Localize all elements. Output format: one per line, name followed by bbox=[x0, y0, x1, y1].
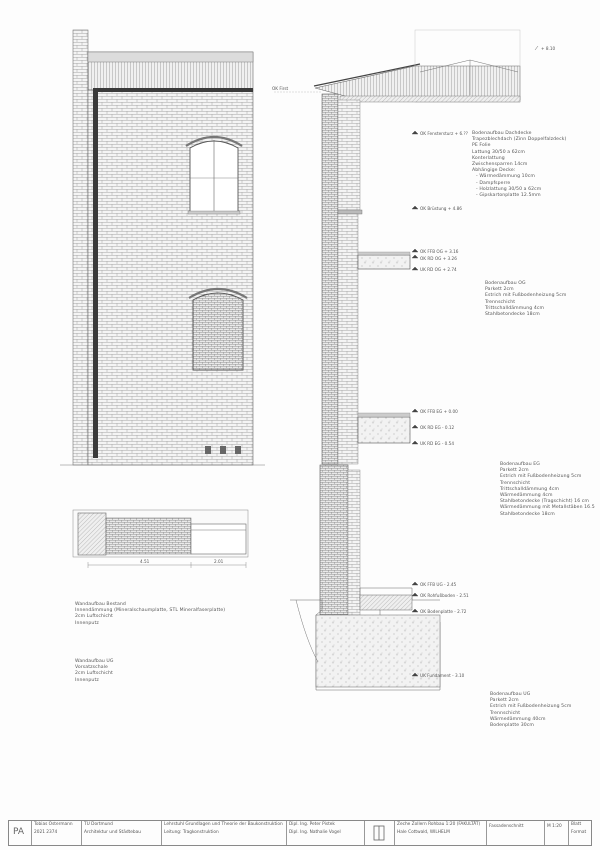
drawing-type: Fassadenschnitt bbox=[489, 824, 524, 829]
drawing-scale: M 1:20 bbox=[547, 824, 562, 829]
facade-elevation bbox=[60, 30, 265, 465]
annotation-eg-title: Bodenaufbau EG bbox=[500, 462, 540, 467]
annotation-wand-neu-title: Wandaufbau UG bbox=[75, 659, 114, 664]
annotation-line: Estrich mit Fußbodenheizung 5cm bbox=[490, 704, 572, 710]
title-block-scale bbox=[544, 821, 569, 845]
annotation-line: Stahlbetondecke 18cm bbox=[500, 511, 555, 517]
title-block-project bbox=[394, 821, 487, 845]
annotation-line: Estrich mit Fußbodenheizung 5cm bbox=[485, 293, 567, 299]
annotation-og-title: Bodenaufbau OG bbox=[485, 281, 526, 286]
annotation-og bbox=[485, 281, 566, 318]
author-name: Tobias Ostermann bbox=[34, 822, 73, 827]
chair-name: Lehrstuhl Grundlagen und Theorie der Baukonstruktion bbox=[164, 822, 283, 827]
annotation-line: Wärmedämmung mit Metallstäben 16.5 bbox=[500, 505, 595, 511]
annotation-line: Parkett 2cm bbox=[500, 468, 529, 474]
dimension-2: 2.01 bbox=[214, 559, 224, 564]
level-ffb-eg: OK FFB EG + 0.00 bbox=[420, 409, 458, 414]
level-first: + 8.10 bbox=[541, 46, 556, 51]
annotation-line: Trittschalldämmung 4cm bbox=[500, 486, 560, 492]
annotation-line: Trennschicht bbox=[490, 710, 521, 716]
project-location: Hale Cottwald, WILHELM bbox=[397, 830, 450, 835]
annotation-line: 2cm Luftschicht bbox=[75, 614, 113, 620]
chair-lead: Leitung: Tragkonstruktion bbox=[164, 830, 219, 835]
annotation-line: Parkett 2cm bbox=[490, 698, 519, 704]
supervisor-1: Dipl. Ing. Peter Pistek bbox=[289, 822, 335, 827]
level-ffb-og: OK FFB OG + 3.16 bbox=[420, 249, 459, 254]
title-block-sheet bbox=[568, 821, 591, 845]
annotation-line: Trapezblechdach (Zinn Doppelfalzdeck) bbox=[472, 137, 567, 143]
title-block-author bbox=[31, 821, 82, 845]
title-block-supervisors bbox=[286, 821, 365, 845]
level-fundament: UK Fundament - 3.10 bbox=[420, 673, 465, 678]
faculty-name: Architektur und Städtebau bbox=[84, 830, 141, 835]
annotation-ug bbox=[490, 692, 571, 729]
annotation-wand-bestand bbox=[75, 602, 225, 627]
annotation-eg bbox=[500, 462, 595, 518]
project-name: Zeche Zollern Rohbau 1:20 (FAKULTÄT) bbox=[397, 822, 481, 827]
annotation-line: Innenputz bbox=[75, 677, 99, 683]
facade-section bbox=[290, 30, 538, 690]
university-name: TU Dortmund bbox=[84, 822, 113, 827]
project-code-text: PA bbox=[13, 827, 25, 837]
level-uk-rd-eg: UK RD EG - 0.54 bbox=[420, 441, 454, 446]
annotation-line: Estrich mit Fußbodenheizung 5cm bbox=[500, 474, 582, 480]
annotation-line: Trennschicht bbox=[485, 299, 516, 305]
level-first-label: OK First bbox=[272, 86, 289, 91]
annotation-line: PE Folie bbox=[472, 143, 491, 149]
title-block-project-code bbox=[9, 821, 32, 845]
sheet-label: Blatt bbox=[571, 822, 582, 827]
format-label: Format bbox=[571, 830, 587, 835]
annotation-dach bbox=[472, 131, 566, 199]
annotation-ug-title: Bodenaufbau UG bbox=[490, 692, 531, 697]
title-block bbox=[8, 820, 592, 846]
level-rohboden: OK Rohfußboden - 2.51 bbox=[420, 593, 469, 598]
level-bodenplatte: OK Bodenplatte - 2.72 bbox=[420, 609, 467, 614]
supervisor-2: Dipl. Ing. Nathalie Vogel bbox=[289, 830, 341, 835]
annotation-line: Vorsatzschale bbox=[75, 665, 108, 671]
annotation-line: - Dampfsperre bbox=[476, 180, 511, 186]
title-block-university bbox=[81, 821, 162, 845]
annotation-line: 2cm Luftschicht bbox=[75, 671, 113, 677]
title-block-chair bbox=[161, 821, 287, 845]
level-rd-eg: OK RD EG - 0.12 bbox=[420, 425, 455, 430]
level-fenstersturz: OK Fenstersturz + 6.?? bbox=[420, 131, 468, 136]
level-rd-og: OK RD OG + 3.26 bbox=[420, 256, 457, 261]
dimension-1: 4.51 bbox=[140, 559, 150, 564]
annotation-line: Bodenplatte 30cm bbox=[490, 723, 534, 729]
annotation-wand-neu bbox=[75, 659, 114, 684]
annotation-line: Wärmedämmung 4cm bbox=[500, 493, 553, 499]
level-bruestung: OK Brüstung + 4.86 bbox=[420, 206, 462, 211]
level-uk-rd-og: UK RD OG + 2.74 bbox=[420, 267, 457, 272]
annotation-line: - Gipskartonplatte 12.5mm bbox=[476, 193, 541, 199]
annotation-line: Konterlattung bbox=[472, 155, 505, 161]
annotation-dach-title: Bodenaufbau Dachdecke bbox=[472, 131, 532, 136]
annotation-line: Trennschicht bbox=[500, 480, 531, 486]
annotation-line: Innenputz bbox=[75, 620, 99, 626]
annotation-line: Stahlbetondecke 18cm bbox=[485, 312, 540, 318]
annotation-line: - Wärmedämmung 10cm bbox=[476, 174, 535, 180]
annotation-line: Lattung 30/50 a 62cm bbox=[472, 149, 525, 155]
title-block-drawing-type bbox=[486, 821, 545, 845]
annotation-line: Trittschalldämmung 4cm bbox=[485, 305, 545, 311]
annotation-line: Stahlbetondecke (Tragschicht) 16 cm bbox=[500, 499, 589, 505]
annotation-line: Zwischensparren 14cm bbox=[472, 162, 528, 168]
annotation-wand-bestand-title: Wandaufbau Bestand bbox=[75, 602, 126, 607]
annotation-line: - Holzlattung 30/50 a 62cm bbox=[476, 186, 542, 192]
annotation-line: Innendämmung (Mineralschaumplatte, STL Mineralfaserplatte) bbox=[75, 608, 226, 614]
annotation-line: Wärmedämmung 40cm bbox=[490, 716, 546, 722]
author-id: 2021 2374 bbox=[34, 830, 58, 835]
level-ffb-ug: OK FFB UG - 2.45 bbox=[420, 582, 457, 587]
university-logo-icon bbox=[364, 821, 394, 845]
annotation-line: Abhängige Decke: bbox=[472, 168, 516, 174]
annotation-line: Parkett 2cm bbox=[485, 287, 514, 293]
title-block-logo bbox=[364, 821, 395, 845]
